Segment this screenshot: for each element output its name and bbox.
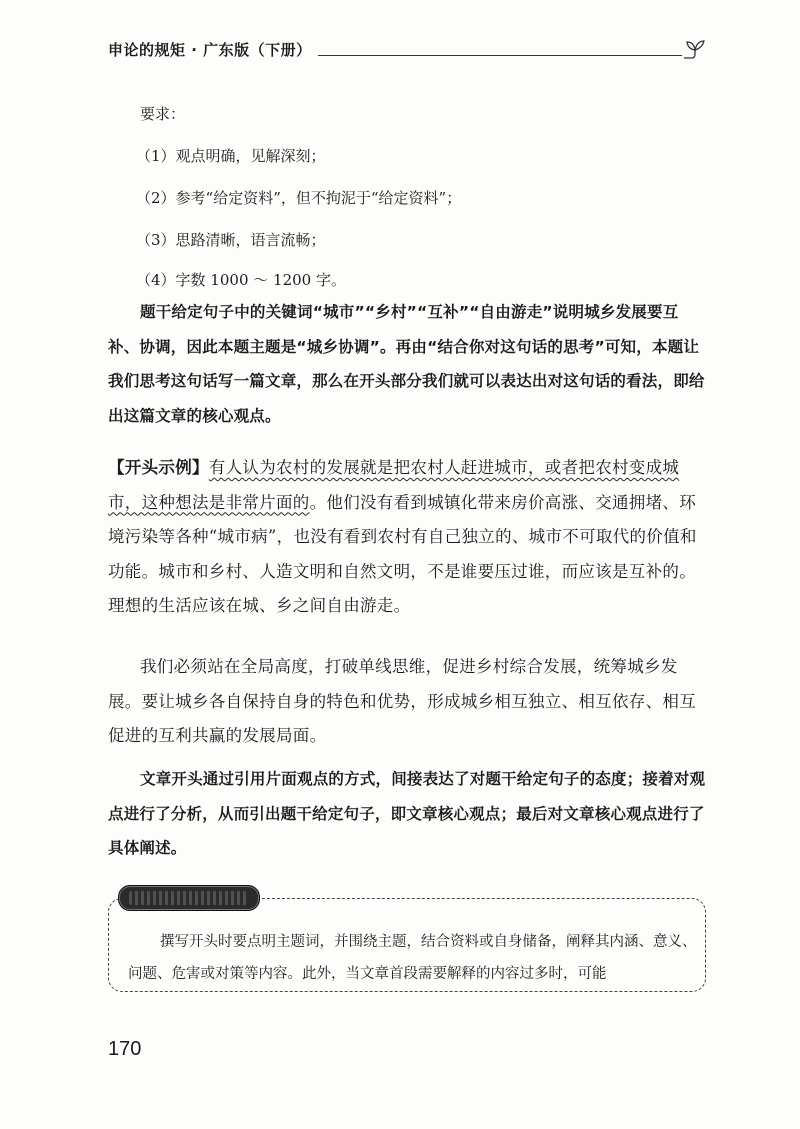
requirement-item: （2）参考“给定资料”，但不拘泥于“给定资料”； <box>136 189 462 207</box>
tip-badge-pattern <box>129 891 249 905</box>
underlined-quote: 有人认为农村的发展就是把农村人赶进城市，或者把农村变成城市，这种想法是非常片面的 <box>108 458 680 512</box>
header-rule <box>318 55 682 56</box>
requirements-heading: 要求： <box>140 105 186 123</box>
requirement-item: （4）字数 1000 ～ 1200 字。 <box>136 271 346 289</box>
tip-text: 撰写开头时要点明主题词，并围绕主题，结合资料或自身储备，阐释其内涵、意义、问题、危害或对策等内容。此外，当文章首段需要解释的内容过多时，可能 <box>128 934 697 982</box>
running-header <box>108 34 708 64</box>
example-paragraph <box>108 451 708 624</box>
requirement-item: （1）观点明确，见解深刻； <box>136 147 326 165</box>
commentary-paragraph: 文章开头通过引用片面观点的方式，间接表达了对题干给定句子的态度；接着对观点进行了分析，从而引出题干给定句子，即文章核心观点；最后对文章核心观点进行了具体阐述。 <box>108 770 706 857</box>
page-number: 170 <box>108 1038 142 1060</box>
requirements-list <box>108 104 708 289</box>
example-paragraph-2: 我们必须站在全局高度，打破单线思维，促进乡村综合发展，统筹城乡发展。要让城乡各自保持自身的特色和优势，形成城乡相互独立、相互依存、相互促进的互利共赢的发展局面。 <box>108 657 696 745</box>
book-title: 申论的规矩 · 广东版（下册） <box>108 41 312 59</box>
example-label: 【开头示例】 <box>108 458 209 477</box>
example-text: 。他们没有看到城镇化带来房价高涨、交通拥堵、环境污染等各种“城市病”，也没有看到农村有自己独立的、城市不可取代的价值和功能。城市和乡村、人造文明和自然文明，不是谁要压过谁，而应该是互补的。理想的生活应该在城、乡之间自由游走。 <box>108 492 697 615</box>
requirement-item: （3）思路清晰，语言流畅； <box>136 231 326 249</box>
analysis-paragraph: 题干给定句子中的关键词“城市”“乡村”“互补”“自由游走”说明城乡发展要互补、协调，因此本题主题是“城乡协调”。再由“结合你对这句话的思考”可知，本题让我们思考这句话写一篇文章，那么在开头部分我们就可以表达出对这句话的看法，即给出这篇文章的核心观点。 <box>108 303 705 425</box>
tip-badge <box>118 885 260 911</box>
sprout-icon <box>682 38 708 62</box>
